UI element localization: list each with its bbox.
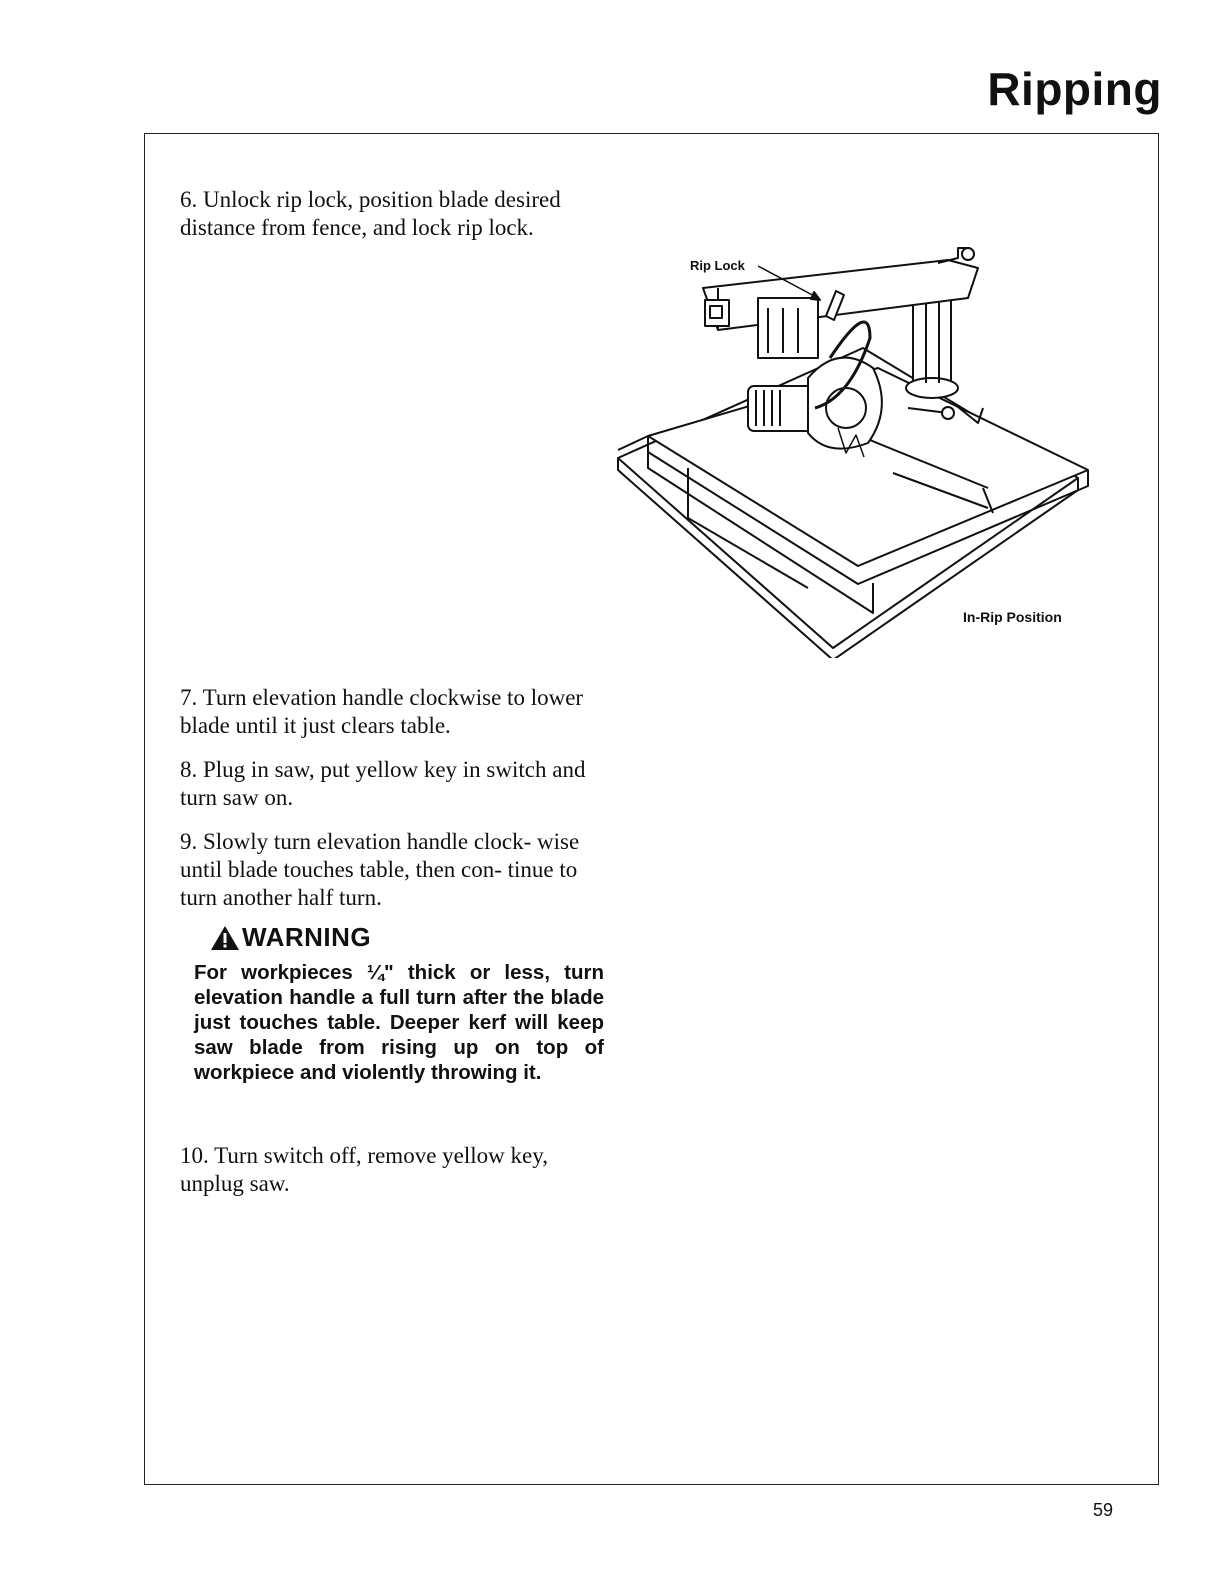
figure-caption: In-Rip Position: [963, 609, 1062, 625]
step-8: 8. Plug in saw, put yellow key in switch and turn saw on.: [180, 757, 586, 810]
warning-heading-text: WARNING: [242, 922, 372, 952]
step-6: 6. Unlock rip lock, position blade desired distance from fence, and lock rip lock.: [180, 187, 561, 240]
step-10: 10. Turn switch off, remove yellow key, unplug saw.: [180, 1143, 548, 1196]
warning-body: For workpieces ¼" thick or less, turn elevation handle a full turn after the blade just touches table. Deeper kerf will keep saw blade from rising up on top of workpiece and violently throwing it.: [194, 961, 604, 1084]
step-9: 9. Slowly turn elevation handle clock- wise until blade touches table, then con- tinue to turn another half turn.: [180, 829, 580, 910]
rip-lock-callout: Rip Lock: [690, 258, 745, 273]
warning-triangle-icon: [210, 925, 240, 951]
step-7: 7. Turn elevation handle clockwise to lower blade until it just clears table.: [180, 685, 584, 738]
radial-arm-saw-illustration: [608, 238, 1098, 658]
warning-heading: [210, 922, 371, 953]
page-title: Ripping: [987, 63, 1162, 115]
page-number: 59: [1093, 1500, 1114, 1520]
